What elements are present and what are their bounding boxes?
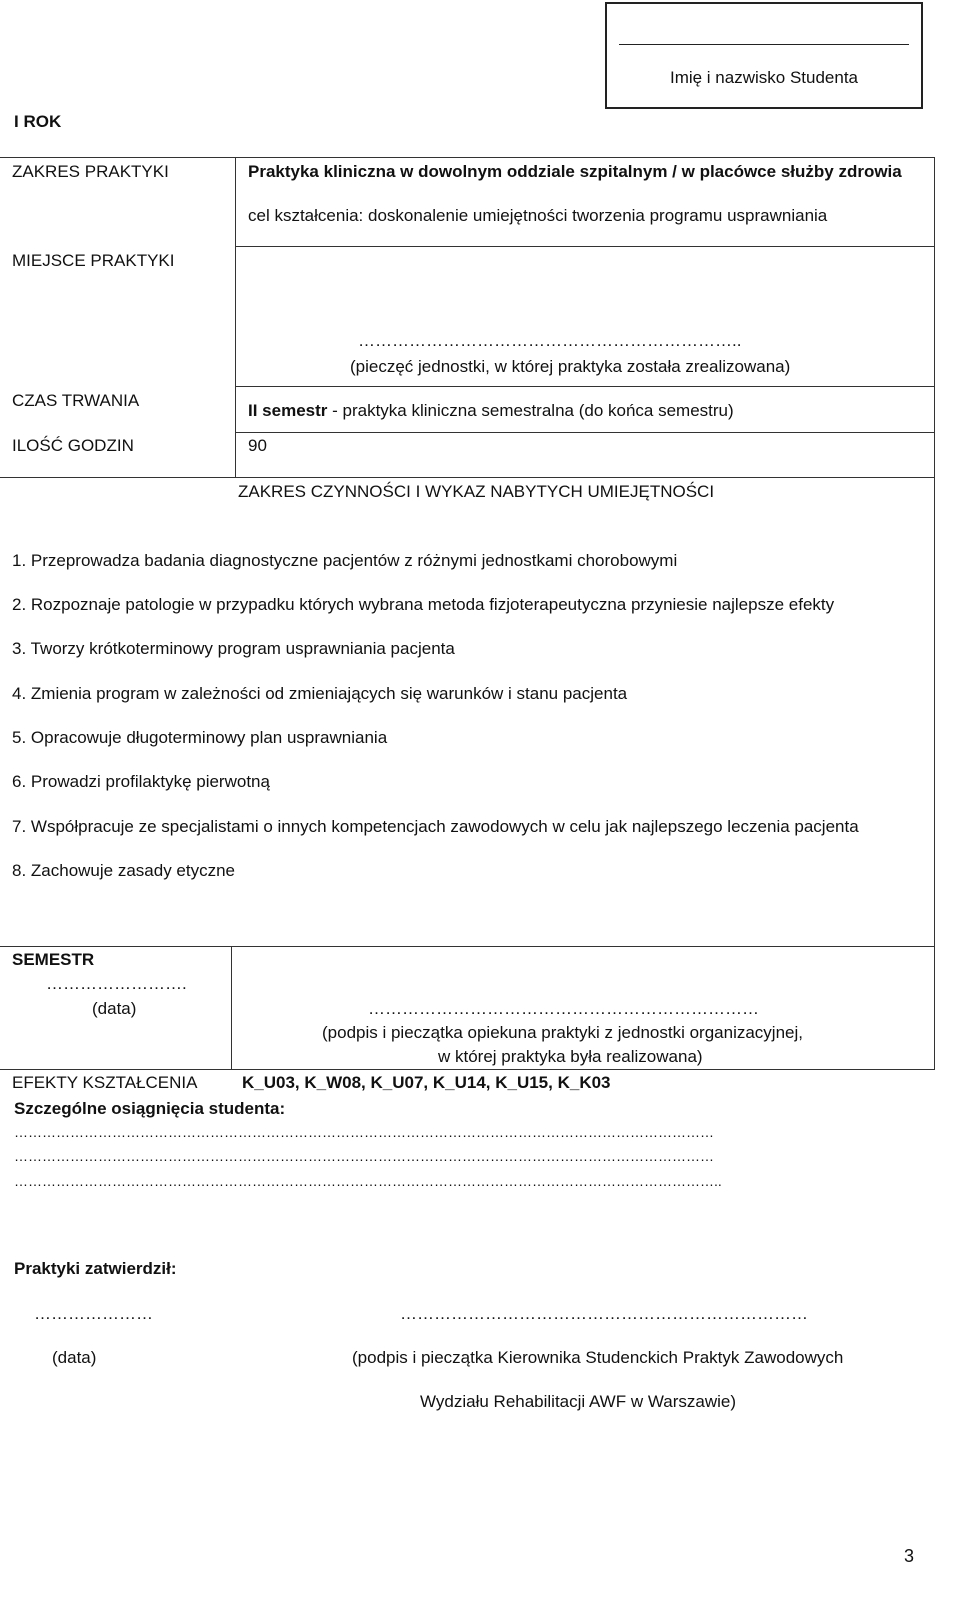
semestr-label: SEMESTR: [12, 950, 95, 969]
stamp-dots: …………………………………………………………..: [358, 331, 742, 350]
skill-item: 2. Rozpoznaje patologie w przypadku których wybrana metoda fizjoterapeutyczna przyniesie najlepsze efekty: [12, 595, 835, 614]
cel-ksztalcenia: cel kształcenia: doskonalenie umiejętności tworzenia programu usprawniania: [248, 206, 828, 225]
skills-header: ZAKRES CZYNNOŚCI I WYKAZ NABYTYCH UMIEJĘTNOŚCI: [238, 482, 715, 501]
achievement-line: ……………………………………………………………………………………………………………………………………: [14, 1148, 714, 1164]
row-divider-miejsce: [235, 246, 935, 247]
achievements-label: Szczególne osiągnięcia studenta:: [14, 1099, 286, 1118]
czas-semester: II semestr: [248, 401, 328, 420]
zakres-label: ZAKRES PRAKTYKI: [12, 162, 169, 181]
stamp-caption: (pieczęć jednostki, w której praktyka została zrealizowana): [350, 357, 791, 376]
czas-rest: - praktyka kliniczna semestralna (do końca semestru): [327, 401, 734, 420]
row-divider-skills: [0, 477, 935, 478]
skill-item: 8. Zachowuje zasady etyczne: [12, 861, 236, 880]
supervisor-sign-dots: ……………………………………………………………: [368, 999, 759, 1018]
year-label: I ROK: [14, 112, 62, 131]
godzin-value: 90: [248, 436, 267, 455]
table-divider-upper: [235, 157, 236, 477]
approval-sign-caption-2: Wydziału Rehabilitacji AWF w Warszawie): [420, 1392, 736, 1411]
skill-item: 7. Współpracuje ze specjalistami o innych kompetencjach zawodowych w celu jak najlepszego leczenia pacjenta: [12, 817, 859, 836]
skill-item: 6. Prowadzi profilaktykę pierwotną: [12, 772, 270, 791]
approval-date-caption: (data): [52, 1348, 97, 1367]
approval-date-dots: …………………: [34, 1304, 153, 1323]
student-name-label: Imię i nazwisko Studenta: [669, 68, 859, 87]
miejsce-label: MIEJSCE PRAKTYKI: [12, 251, 175, 270]
supervisor-sign-caption-2: w której praktyka była realizowana): [438, 1047, 703, 1066]
approval-sign-dots: ………………………………………………………………: [400, 1304, 808, 1323]
table-right-border-skills: [934, 477, 935, 947]
skill-item: 5. Opracowuje długoterminowy plan usprawniania: [12, 728, 388, 747]
table-divider-lower: [231, 946, 232, 1070]
skill-item: 1. Przeprowadza badania diagnostyczne pacjentów z różnymi jednostkami chorobowymi: [12, 551, 678, 570]
achievement-line: ……………………………………………………………………………………………………………………………………: [14, 1124, 714, 1140]
skill-item: 4. Zmienia program w zależności od zmieniających się warunków i stanu pacjenta: [12, 684, 628, 703]
godzin-label: ILOŚĆ GODZIN: [12, 436, 134, 455]
table-right-border-upper: [934, 157, 935, 477]
name-line: [619, 44, 909, 45]
semestr-date: (data): [92, 999, 137, 1018]
skill-item: 3. Tworzy krótkoterminowy program usprawniania pacjenta: [12, 639, 455, 658]
row-divider-efekty: [0, 1069, 935, 1070]
approval-label: Praktyki zatwierdził:: [14, 1259, 177, 1278]
table-top-border: [0, 157, 935, 158]
supervisor-sign-caption: (podpis i pieczątka opiekuna praktyki z jednostki organizacyjnej,: [322, 1023, 803, 1042]
page-number: 3: [904, 1546, 915, 1566]
efekty-label: EFEKTY KSZTAŁCENIA: [12, 1073, 198, 1092]
semestr-dots: …………………….: [46, 974, 187, 993]
row-divider-czas: [235, 386, 935, 387]
efekty-value: K_U03, K_W08, K_U07, K_U14, K_U15, K_K03: [242, 1073, 611, 1092]
row-divider-semestr: [0, 946, 935, 947]
row-divider-godzin: [235, 432, 935, 433]
czas-label: CZAS TRWANIA: [12, 391, 140, 410]
table-right-border-lower: [934, 946, 935, 1070]
czas-value: [248, 401, 734, 421]
student-name-box: [605, 2, 923, 109]
zakres-value: Praktyka kliniczna w dowolnym oddziale szpitalnym / w placówce służby zdrowia: [248, 162, 902, 181]
achievement-line: ……………………………………………………………………………………………………………………………………..: [14, 1173, 722, 1189]
approval-sign-caption: (podpis i pieczątka Kierownika Studenckich Praktyk Zawodowych: [352, 1348, 844, 1367]
